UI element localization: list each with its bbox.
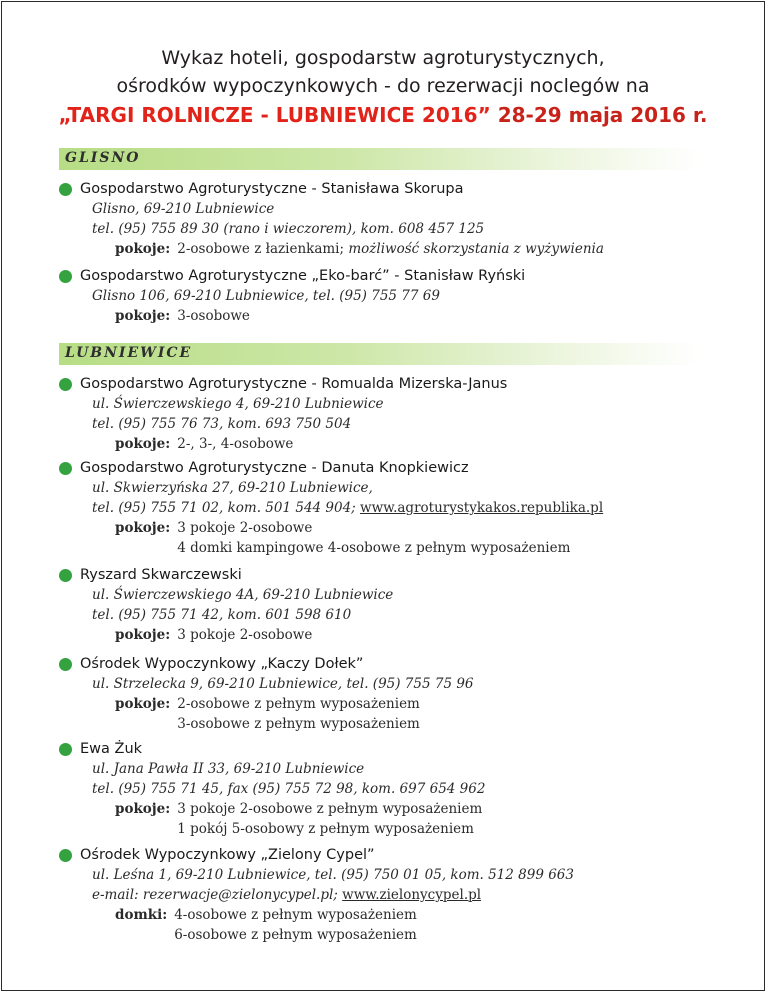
rooms-value: 2-, 3-, 4-osobowe bbox=[177, 436, 294, 452]
entry-address: ul. Strzelecka 9, 69-210 Lubniewice, tel. (95) 755 75 96 bbox=[92, 676, 474, 692]
rooms-label: pokoje: bbox=[115, 241, 171, 257]
entry-name bbox=[59, 845, 739, 865]
entry-name-text: Ośrodek Wypoczynkowy „Kaczy Dołek” bbox=[80, 656, 364, 672]
rooms-label: pokoje: bbox=[115, 627, 171, 643]
rooms-value: 1 pokój 5-osobowy z pełnym wyposażeniem bbox=[177, 821, 474, 837]
entry-name-text: Gospodarstwo Agroturystyczne - Danuta Knopkiewicz bbox=[80, 460, 469, 476]
entry-rooms bbox=[59, 799, 739, 839]
website-link[interactable]: www.zielonycypel.pl bbox=[342, 887, 482, 903]
rooms-value: 3 pokoje 2-osobowe bbox=[177, 627, 313, 643]
entry-contact: tel. (95) 755 89 30 (rano i wieczorem), kom. 608 457 125 bbox=[92, 221, 485, 237]
entry-name-text: Gospodarstwo Agroturystyczne - Stanisława Skorupa bbox=[80, 181, 464, 197]
rooms-value: 4-osobowe z pełnym wyposażeniem bbox=[174, 907, 417, 923]
entry-email-text: e-mail: rezerwacje@zielonycypel.pl; bbox=[92, 887, 338, 903]
list-item bbox=[59, 845, 739, 945]
entry-name bbox=[59, 458, 739, 478]
bullet-icon bbox=[59, 378, 72, 391]
rooms-value: 4 domki kampingowe 4-osobowe z pełnym wyposażeniem bbox=[177, 540, 571, 556]
entry-name bbox=[59, 179, 739, 199]
entry-address: Glisno, 69-210 Lubniewice bbox=[92, 201, 275, 217]
rooms-note: możliwość skorzystania z wyżywienia bbox=[348, 241, 604, 257]
list-item bbox=[59, 739, 739, 839]
bullet-icon bbox=[59, 569, 72, 582]
list-item bbox=[59, 458, 739, 558]
entry-rooms bbox=[59, 239, 739, 259]
event-dates: 28-29 maja 2016 r. bbox=[497, 103, 708, 127]
rooms-label: pokoje: bbox=[115, 520, 171, 536]
rooms-label: pokoje: bbox=[115, 696, 171, 712]
rooms-line bbox=[177, 239, 604, 259]
entry-contact bbox=[59, 498, 739, 518]
entry-contact-text: tel. (95) 755 71 02, kom. 501 544 904; bbox=[92, 500, 356, 516]
rooms-label: pokoje: bbox=[115, 801, 171, 817]
entry-address: ul. Skwierzyńska 27, 69-210 Lubniewice, bbox=[92, 480, 373, 496]
list-item bbox=[59, 266, 739, 326]
entry-name bbox=[59, 374, 739, 394]
entry-address: ul. Leśna 1, 69-210 Lubniewice, tel. (95) 750 01 05, kom. 512 899 663 bbox=[92, 867, 574, 883]
entry-name-text: Ośrodek Wypoczynkowy „Zielony Cypel” bbox=[80, 847, 375, 863]
header-line-3 bbox=[2, 100, 764, 130]
entry-rooms bbox=[59, 625, 739, 645]
section-title: GLISNO bbox=[65, 150, 141, 166]
rooms-label: domki: bbox=[115, 907, 168, 923]
list-item bbox=[59, 565, 739, 645]
bullet-icon bbox=[59, 658, 72, 671]
rooms-value: 3 pokoje 2-osobowe bbox=[177, 520, 313, 536]
rooms-label: pokoje: bbox=[115, 436, 171, 452]
bullet-icon bbox=[59, 743, 72, 756]
website-link[interactable]: www.agroturystykakos.republika.pl bbox=[360, 500, 604, 516]
list-item bbox=[59, 374, 739, 454]
rooms-label: pokoje: bbox=[115, 308, 171, 324]
entry-name bbox=[59, 739, 739, 759]
event-title: „TARGI ROLNICZE - LUBNIEWICE 2016” bbox=[58, 103, 491, 127]
rooms-value: 3-osobowe bbox=[177, 308, 250, 324]
entry-name bbox=[59, 565, 739, 585]
entry-address: Glisno 106, 69-210 Lubniewice, tel. (95) 755 77 69 bbox=[92, 288, 440, 304]
entry-address: ul. Świerczewskiego 4, 69-210 Lubniewice bbox=[92, 396, 384, 412]
entry-rooms bbox=[59, 518, 739, 558]
bullet-icon bbox=[59, 270, 72, 283]
entry-name-text: Gospodarstwo Agroturystyczne - Romualda Mizerska-Janus bbox=[80, 376, 508, 392]
entry-name-text: Ewa Żuk bbox=[80, 741, 143, 757]
section-header-lubniewice bbox=[59, 343, 699, 365]
entry-name bbox=[59, 654, 739, 674]
header-line-1: Wykaz hoteli, gospodarstw agroturystycznych, bbox=[161, 47, 605, 69]
list-item bbox=[59, 179, 739, 259]
rooms-value: 2-osobowe z pełnym wyposażeniem bbox=[177, 696, 420, 712]
entry-name bbox=[59, 266, 739, 286]
entry-contact bbox=[59, 885, 739, 905]
bullet-icon bbox=[59, 462, 72, 475]
entry-rooms bbox=[59, 434, 739, 454]
bullet-icon bbox=[59, 849, 72, 862]
bullet-icon bbox=[59, 183, 72, 196]
entry-address: ul. Jana Pawła II 33, 69-210 Lubniewice bbox=[92, 761, 365, 777]
entry-contact: tel. (95) 755 71 45, fax (95) 755 72 98, kom. 697 654 962 bbox=[92, 781, 486, 797]
document-page bbox=[1, 1, 765, 991]
entry-name-text: Gospodarstwo Agroturystyczne „Eko-barć” - Stanisław Ryński bbox=[80, 268, 526, 284]
rooms-value: 3-osobowe z pełnym wyposażeniem bbox=[177, 716, 420, 732]
section-title: LUBNIEWICE bbox=[65, 345, 193, 361]
rooms-value: 3 pokoje 2-osobowe z pełnym wyposażeniem bbox=[177, 801, 483, 817]
header-line-2: ośrodków wypoczynkowych - do rezerwacji noclegów na bbox=[116, 75, 650, 97]
rooms-value: 2-osobowe z łazienkami; bbox=[177, 241, 345, 257]
section-header-glisno bbox=[59, 148, 699, 170]
entry-rooms bbox=[59, 694, 739, 734]
entry-address: ul. Świerczewskiego 4A, 69-210 Lubniewice bbox=[92, 587, 394, 603]
entry-contact: tel. (95) 755 71 42, kom. 601 598 610 bbox=[92, 607, 352, 623]
entry-contact: tel. (95) 755 76 73, kom. 693 750 504 bbox=[92, 416, 352, 432]
entry-rooms bbox=[59, 905, 739, 945]
list-item bbox=[59, 654, 739, 734]
document-header bbox=[2, 44, 764, 130]
entry-rooms bbox=[59, 306, 739, 326]
rooms-value: 6-osobowe z pełnym wyposażeniem bbox=[174, 927, 417, 943]
entry-name-text: Ryszard Skwarczewski bbox=[80, 567, 242, 583]
